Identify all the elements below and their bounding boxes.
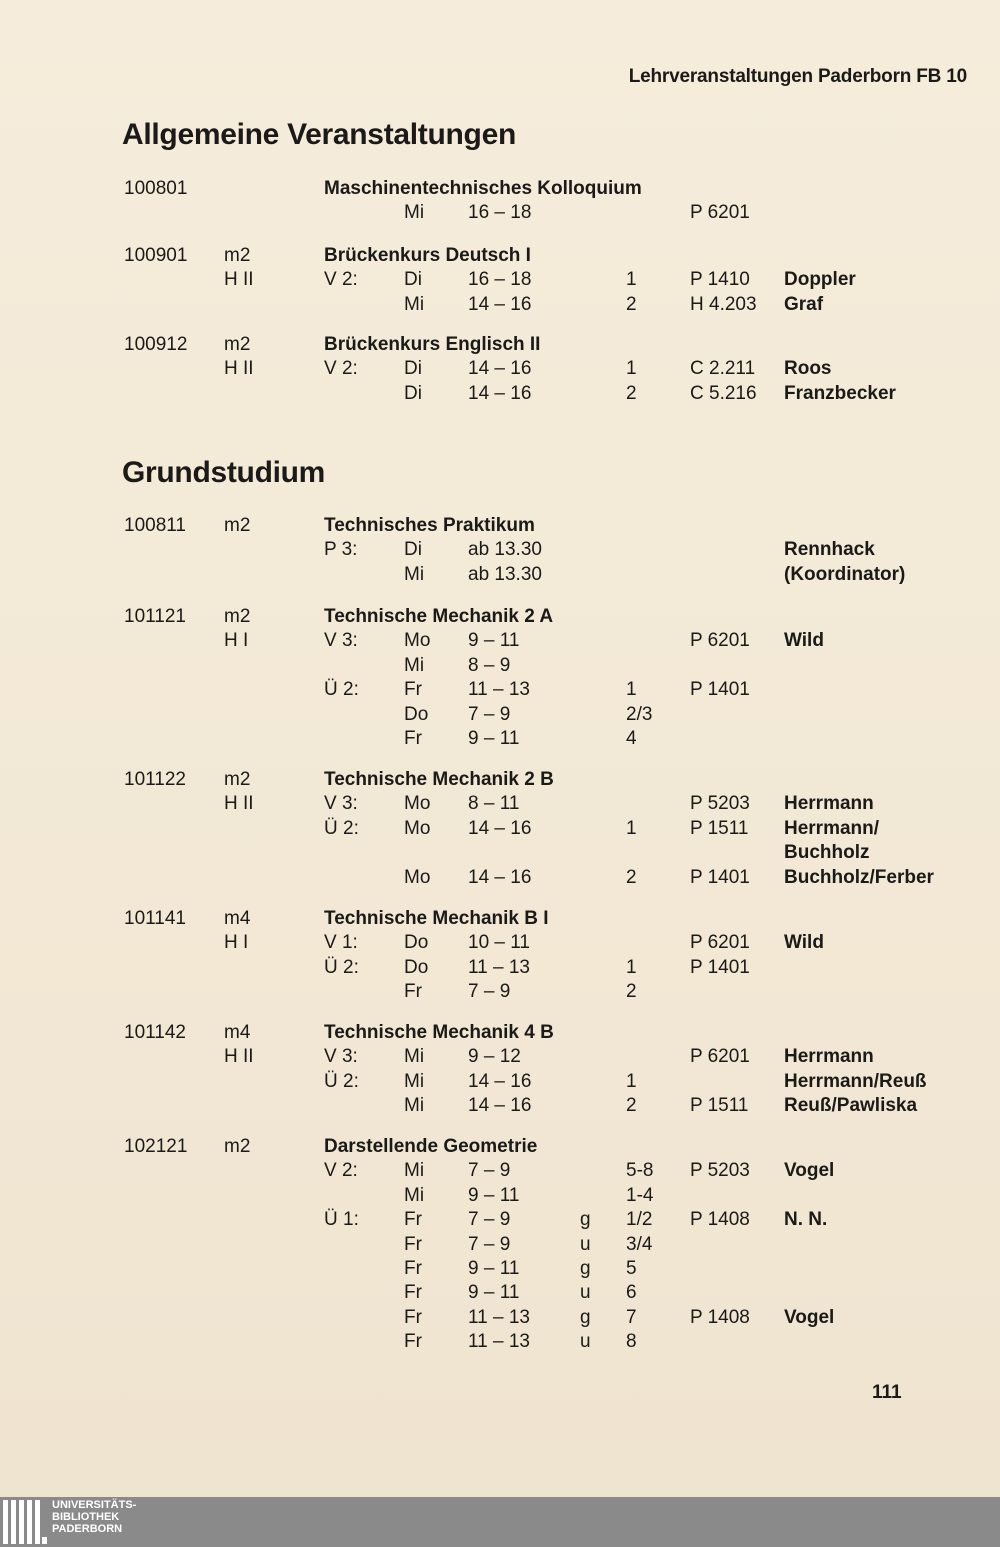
- course-number: 101122: [124, 769, 186, 790]
- session-form: Ü 2:: [324, 956, 359, 978]
- session-time: 11 – 13: [468, 1306, 530, 1328]
- session-lecturer: Herrmann: [784, 1046, 874, 1068]
- session-row: [0, 1305, 1000, 1330]
- page-number: 111: [872, 1382, 902, 1403]
- session-time: 14 – 16: [468, 817, 532, 839]
- session-day: Di: [404, 358, 422, 380]
- course-number: 101142: [124, 1022, 186, 1043]
- session-day: Do: [404, 932, 429, 954]
- course-number: 101121: [124, 606, 186, 627]
- course-semester: H I: [224, 932, 249, 954]
- session-time: 8 – 11: [468, 793, 520, 815]
- session-row: [0, 1044, 1000, 1069]
- course-title-row: [0, 332, 1000, 357]
- session-week: g: [580, 1209, 591, 1231]
- session-time: 14 – 16: [468, 382, 532, 404]
- course-title-row: [0, 767, 1000, 792]
- session-time: 8 – 9: [468, 654, 511, 676]
- session-lecturer: Buchholz/Ferber: [784, 866, 934, 888]
- session-day: Mo: [404, 866, 431, 888]
- session-day: Mi: [404, 293, 425, 315]
- session-row: [0, 267, 1000, 292]
- course-title: Technische Mechanik 4 B: [324, 1022, 554, 1043]
- session-row: [0, 1093, 1000, 1118]
- session-row: [0, 1232, 1000, 1257]
- session-row: [0, 356, 1000, 381]
- course-title-row: [0, 1134, 1000, 1159]
- session-form: Ü 2:: [324, 817, 359, 839]
- session-time: 7 – 9: [468, 1160, 511, 1182]
- session-lecturer: N. N.: [784, 1209, 828, 1231]
- session-day: Fr: [404, 1258, 422, 1279]
- course-number: 100801: [124, 178, 188, 199]
- session-lecturer: Herrmann/: [784, 817, 880, 839]
- course-type: m2: [224, 769, 251, 790]
- session-form: V 2:: [324, 269, 358, 291]
- session-room: H 4.203: [690, 293, 757, 315]
- session-room: P 1408: [690, 1306, 750, 1328]
- session-time: 16 – 18: [468, 269, 532, 291]
- session-form: V 3:: [324, 793, 358, 815]
- course-semester: H II: [224, 269, 254, 291]
- session-lecturer: Rennhack: [784, 539, 875, 561]
- session-time: 16 – 18: [468, 202, 532, 224]
- course-title: Brückenkurs Englisch II: [324, 334, 541, 355]
- session-week: u: [580, 1233, 591, 1255]
- session-lecturer: Graf: [784, 293, 824, 315]
- session-day: Mi: [404, 1095, 425, 1117]
- session-group: 2: [626, 866, 637, 888]
- session-room: C 5.216: [690, 382, 757, 404]
- session-room: P 1410: [690, 269, 750, 291]
- session-group: 1/2: [626, 1209, 653, 1231]
- session-time: 7 – 9: [468, 981, 511, 1003]
- session-room: P 5203: [690, 1160, 750, 1182]
- course-title-row: [0, 243, 1000, 268]
- session-lecturer: (Koordinator): [784, 563, 906, 585]
- session-form: Ü 2:: [324, 1070, 359, 1092]
- session-row: [0, 677, 1000, 702]
- session-day: Fr: [404, 981, 422, 1003]
- session-week: u: [580, 1282, 591, 1304]
- session-time: 9 – 11: [468, 1184, 520, 1206]
- session-form: Ü 2:: [324, 679, 359, 701]
- session-row: [0, 1280, 1000, 1305]
- session-day: Mi: [404, 1184, 425, 1206]
- session-day: Fr: [404, 1331, 422, 1353]
- session-row: [0, 1207, 1000, 1232]
- session-time: 9 – 11: [468, 1282, 520, 1304]
- session-row: [0, 628, 1000, 653]
- session-day: Mi: [404, 202, 425, 224]
- session-group: 1: [626, 1070, 637, 1092]
- session-group: 2: [626, 1095, 637, 1117]
- course-title: Darstellende Geometrie: [324, 1136, 538, 1157]
- session-row: [0, 702, 1000, 727]
- course-title: Technisches Praktikum: [324, 515, 535, 536]
- session-row: [0, 292, 1000, 317]
- session-row: [0, 979, 1000, 1004]
- session-day: Di: [404, 539, 422, 561]
- session-time: 14 – 16: [468, 866, 532, 888]
- session-day: Mi: [404, 1070, 425, 1092]
- session-lecturer: Doppler: [784, 269, 856, 291]
- session-lecturer: Vogel: [784, 1306, 835, 1328]
- course-title: Technische Mechanik 2 A: [324, 606, 554, 627]
- session-day: Fr: [404, 1233, 422, 1255]
- session-row: [0, 1183, 1000, 1208]
- session-group: 1: [626, 956, 637, 978]
- session-time: 10 – 11: [468, 932, 530, 954]
- session-row: [0, 930, 1000, 955]
- session-week: g: [580, 1306, 591, 1328]
- session-row: [0, 381, 1000, 406]
- session-room: P 6201: [690, 202, 750, 224]
- session-time: 9 – 12: [468, 1046, 521, 1068]
- session-room: P 1401: [690, 679, 750, 701]
- session-room: P 1511: [690, 817, 749, 839]
- session-day: Mo: [404, 817, 431, 839]
- session-row: [0, 726, 1000, 751]
- running-head: Lehrveranstaltungen Paderborn FB 10: [628, 66, 967, 87]
- course-semester: H II: [224, 1046, 254, 1068]
- session-time: 9 – 11: [468, 1258, 520, 1279]
- course-number: 101141: [124, 908, 186, 929]
- session-form: V 2:: [324, 1160, 358, 1182]
- session-row: [0, 1329, 1000, 1354]
- course-type: m4: [224, 908, 251, 929]
- section-title: Allgemeine Veranstaltungen: [122, 118, 516, 151]
- session-row: [0, 1256, 1000, 1281]
- session-form: V 3:: [324, 630, 358, 652]
- course-title-row: [0, 906, 1000, 931]
- course-type: m2: [224, 606, 251, 627]
- session-time: 9 – 11: [468, 630, 520, 652]
- session-day: Fr: [404, 1306, 422, 1328]
- session-group: 1-4: [626, 1184, 654, 1206]
- session-day: Fr: [404, 728, 422, 749]
- session-row: [0, 1069, 1000, 1094]
- session-group: 6: [626, 1282, 637, 1304]
- section-title: Grundstudium: [122, 456, 326, 489]
- session-time: 14 – 16: [468, 1095, 532, 1117]
- session-group: 1: [626, 679, 637, 701]
- session-row: [0, 955, 1000, 980]
- session-time: ab 13.30: [468, 539, 542, 561]
- session-time: ab 13.30: [468, 563, 542, 585]
- library-logo-text: [52, 1499, 136, 1535]
- session-room: P 5203: [690, 793, 750, 815]
- session-day: Do: [404, 703, 429, 725]
- session-room: C 2.211: [690, 358, 756, 380]
- course-type: m4: [224, 1022, 251, 1043]
- session-lecturer: Buchholz: [784, 842, 870, 864]
- session-lecturer: Wild: [784, 932, 824, 954]
- session-day: Mo: [404, 630, 431, 652]
- session-row: [0, 562, 1000, 587]
- session-group: 1: [626, 358, 637, 380]
- session-row: [0, 816, 1000, 841]
- session-group: 2: [626, 293, 637, 315]
- course-title-row: [0, 176, 1000, 201]
- session-day: Do: [404, 956, 429, 978]
- session-day: Di: [404, 382, 422, 404]
- session-room: P 6201: [690, 932, 750, 954]
- session-day: Mo: [404, 793, 431, 815]
- session-row: [0, 840, 1000, 865]
- session-time: 14 – 16: [468, 1070, 532, 1092]
- session-room: P 1401: [690, 866, 750, 888]
- session-lecturer: Vogel: [784, 1160, 835, 1182]
- logo-line: UNIVERSITÄTS-: [52, 1499, 137, 1511]
- session-group: 7: [626, 1306, 637, 1328]
- session-room: P 6201: [690, 1046, 750, 1068]
- course-type: m2: [224, 245, 251, 266]
- session-time: 14 – 16: [468, 293, 532, 315]
- session-group: 3/4: [626, 1233, 653, 1255]
- session-room: P 1401: [690, 956, 750, 978]
- session-group: 1: [626, 817, 637, 839]
- session-room: P 1408: [690, 1209, 750, 1231]
- session-form: V 2:: [324, 358, 358, 380]
- session-time: 7 – 9: [468, 703, 511, 725]
- session-lecturer: Reuß/Pawliska: [784, 1095, 918, 1117]
- session-row: [0, 200, 1000, 225]
- session-group: 2/3: [626, 703, 653, 725]
- course-title: Maschinentechnisches Kolloquium: [324, 178, 642, 199]
- session-row: [0, 537, 1000, 562]
- course-title-row: [0, 1020, 1000, 1045]
- session-row: [0, 1158, 1000, 1183]
- session-time: 11 – 13: [468, 1331, 530, 1353]
- session-group: 4: [626, 728, 637, 749]
- session-day: Di: [404, 269, 422, 291]
- course-semester: H II: [224, 358, 254, 380]
- course-number: 100811: [124, 515, 186, 536]
- session-time: 11 – 13: [468, 956, 530, 978]
- session-row: [0, 865, 1000, 890]
- session-form: P 3:: [324, 539, 358, 561]
- session-day: Mi: [404, 1160, 425, 1182]
- session-group: 8: [626, 1331, 637, 1353]
- session-row: [0, 791, 1000, 816]
- session-row: [0, 653, 1000, 678]
- session-time: 7 – 9: [468, 1209, 511, 1231]
- course-semester: H II: [224, 793, 254, 815]
- session-group: 2: [626, 981, 637, 1003]
- session-lecturer: Roos: [784, 358, 832, 380]
- session-lecturer: Herrmann: [784, 793, 874, 815]
- session-lecturer: Wild: [784, 630, 824, 652]
- session-day: Mi: [404, 654, 425, 676]
- course-type: m2: [224, 334, 251, 355]
- session-form: V 3:: [324, 1046, 358, 1068]
- session-day: Fr: [404, 1282, 422, 1304]
- session-time: 9 – 11: [468, 728, 520, 749]
- session-time: 11 – 13: [468, 679, 530, 701]
- course-number: 102121: [124, 1136, 188, 1157]
- session-day: Fr: [404, 679, 422, 701]
- session-form: Ü 1:: [324, 1209, 359, 1231]
- library-logo-icon: [0, 1497, 48, 1547]
- session-group: 5-8: [626, 1160, 654, 1182]
- logo-line: PADERBORN: [52, 1523, 123, 1535]
- course-semester: H I: [224, 630, 249, 652]
- course-title: Technische Mechanik 2 B: [324, 769, 554, 790]
- session-group: 5: [626, 1258, 637, 1279]
- logo-line: BIBLIOTHEK: [52, 1511, 120, 1523]
- session-group: 2: [626, 382, 637, 404]
- session-week: u: [580, 1331, 591, 1353]
- course-title-row: [0, 513, 1000, 538]
- course-title: Brückenkurs Deutsch I: [324, 245, 531, 266]
- course-title: Technische Mechanik B I: [324, 908, 549, 929]
- course-type: m2: [224, 515, 251, 536]
- session-day: Fr: [404, 1209, 422, 1231]
- session-form: V 1:: [324, 932, 358, 954]
- library-footer: [0, 1497, 1000, 1547]
- session-lecturer: Franzbecker: [784, 382, 896, 404]
- session-room: P 1511: [690, 1095, 749, 1117]
- course-title-row: [0, 604, 1000, 629]
- session-day: Mi: [404, 1046, 425, 1068]
- session-lecturer: Herrmann/Reuß: [784, 1070, 927, 1092]
- course-number: 100912: [124, 334, 188, 355]
- session-time: 14 – 16: [468, 358, 532, 380]
- course-number: 100901: [124, 245, 188, 266]
- course-type: m2: [224, 1136, 251, 1157]
- session-group: 1: [626, 269, 637, 291]
- session-day: Mi: [404, 563, 425, 585]
- session-week: g: [580, 1258, 591, 1279]
- session-time: 7 – 9: [468, 1233, 511, 1255]
- session-room: P 6201: [690, 630, 750, 652]
